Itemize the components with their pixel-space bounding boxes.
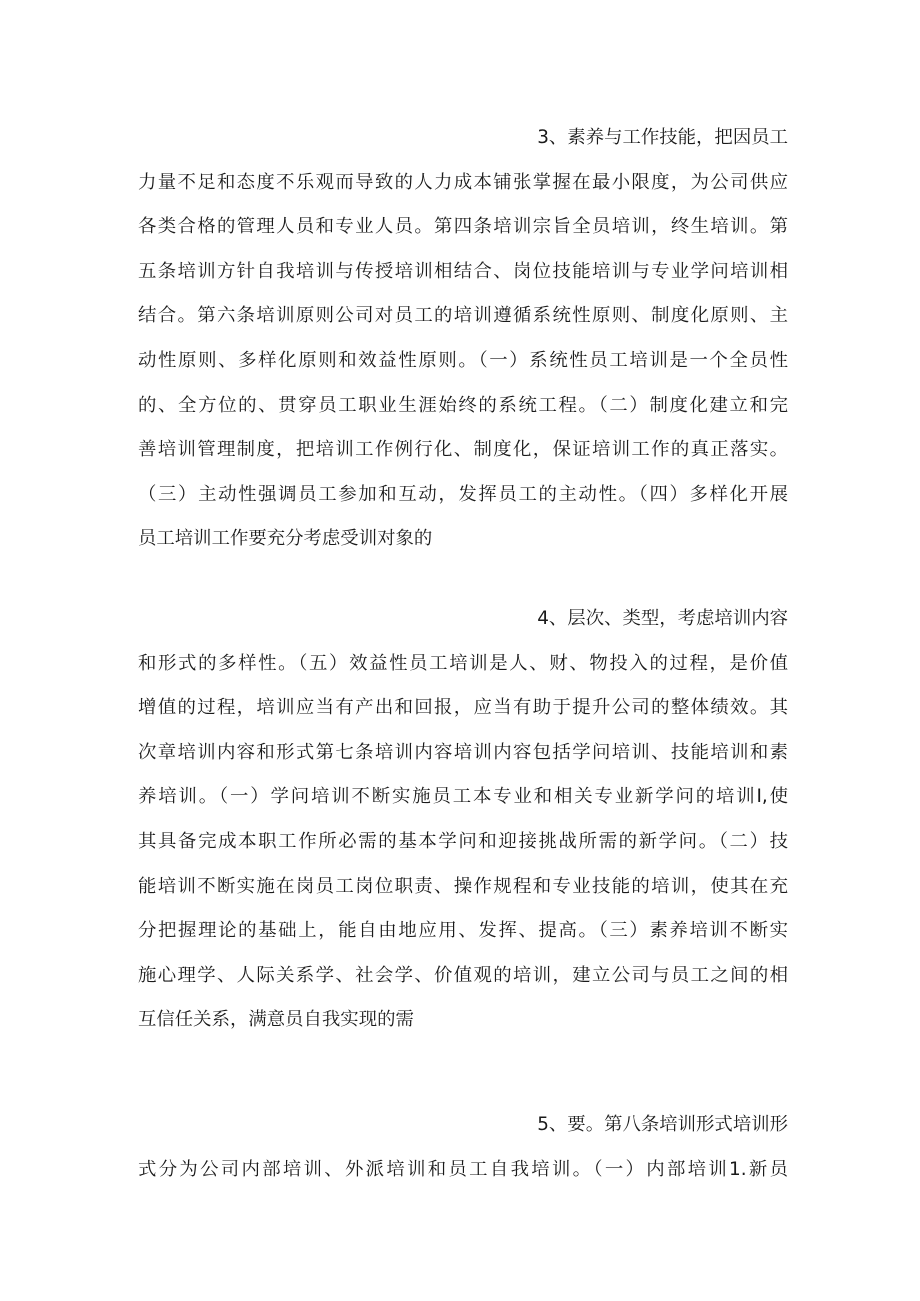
section-heading: 4、层次、类型，考虑培训内容 <box>537 608 788 629</box>
paragraph-line: 动性原则、多样化原则和效益性原则。（一）系统性员工培训是一个全员性 <box>138 349 788 371</box>
paragraph-line: 能培训不断实施在岗员工岗位职责、操作规程和专业技能的培训，使其在充 <box>138 875 788 897</box>
paragraph-line: 的、全方位的、贯穿员工职业生涯始终的系统工程。（二）制度化建立和完 <box>138 394 788 416</box>
paragraph-line: 各类合格的管理人员和专业人员。第四条培训宗旨全员培训，终生培训。第 <box>138 216 788 238</box>
paragraph-line: 次章培训内容和形式第七条培训内容培训内容包括学问培训、技能培训和素 <box>138 741 788 763</box>
section-4 <box>138 597 788 1043</box>
paragraph-line: 施心理学、人际关系学、社会学、价值观的培训，建立公司与员工之间的相 <box>138 964 788 986</box>
paragraph-line: 养培训。（一）学问培训不断实施员工本专业和相关专业新学问的培训I,使 <box>138 786 788 808</box>
paragraph-line: 和形式的多样性。（五）效益性员工培训是人、财、物投入的过程，是价值 <box>138 652 788 674</box>
section-heading: 3、素养与工作技能，把因员工 <box>537 127 788 148</box>
paragraph-line: 员工培训工作要充分考虑受训对象的 <box>138 528 433 550</box>
paragraph-line: （三）主动性强调员工参加和互动，发挥员工的主动性。（四）多样化开展 <box>138 483 788 505</box>
paragraph-line: 互信任关系，满意员自我实现的需 <box>138 1009 414 1031</box>
paragraph-line: 其具备完成本职工作所必需的基本学问和迎接挑战所需的新学问。（二）技 <box>138 830 788 852</box>
paragraph-line: 结合。第六条培训原则公司对员工的培训遵循系统性原则、制度化原则、主 <box>138 305 788 327</box>
paragraph-line: 五条培训方针自我培训与传授培训相结合、岗位技能培训与专业学问培训相 <box>138 260 788 282</box>
paragraph-line: 力量不足和态度不乐观而导致的人力成本铺张掌握在最小限度，为公司供应 <box>138 171 788 193</box>
paragraph-line: 式分为公司内部培训、外派培训和员工自我培训。（一）内部培训1.新员 <box>138 1158 788 1180</box>
paragraph-line: 增值的过程，培训应当有产出和回报，应当有助于提升公司的整体绩效。其 <box>138 697 788 719</box>
section-5 <box>138 1103 788 1192</box>
paragraph-line: 分把握理论的基础上，能自由地应用、发挥、提高。（三）素养培训不断实 <box>138 920 788 942</box>
section-3 <box>138 116 788 562</box>
section-heading: 5、要。第八条培训形式培训形 <box>537 1114 788 1135</box>
paragraph-line: 善培训管理制度，把培训工作例行化、制度化，保证培训工作的真正落实。 <box>138 439 788 461</box>
